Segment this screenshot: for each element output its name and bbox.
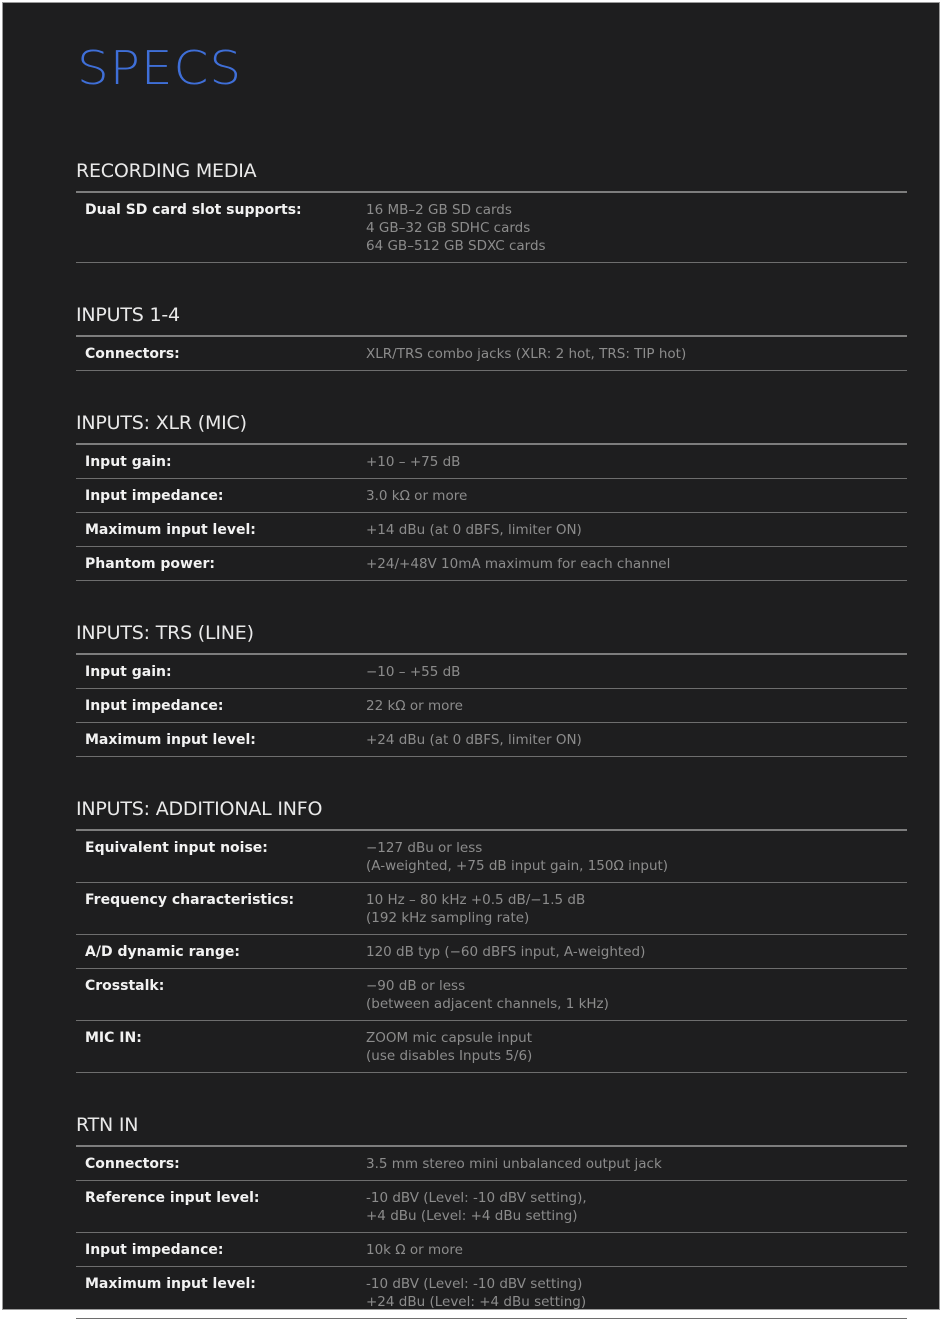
spec-label: A/D dynamic range: — [85, 944, 240, 960]
spec-section — [76, 151, 907, 263]
spec-row — [76, 831, 907, 883]
spec-label: Input impedance: — [85, 698, 224, 714]
spec-value — [366, 1029, 907, 1065]
spec-row — [76, 969, 907, 1021]
spec-label: Input gain: — [85, 664, 172, 680]
spec-value-line: (A-weighted, +75 dB input gain, 150Ω input) — [366, 858, 669, 874]
spec-value-line: 10k Ω or more — [366, 1242, 463, 1258]
spec-value-line: +24 dBu (at 0 dBFS, limiter ON) — [366, 732, 582, 748]
spec-value-line: 10 Hz – 80 kHz +0.5 dB/−1.5 dB — [366, 892, 586, 908]
spec-row — [76, 1021, 907, 1073]
spec-label: Connectors: — [85, 1156, 180, 1172]
spec-value — [366, 977, 907, 1013]
spec-label: Input impedance: — [85, 1242, 224, 1258]
specs-content — [76, 151, 907, 1319]
spec-value-line: +4 dBu (Level: +4 dBu setting) — [366, 1208, 578, 1224]
spec-value — [366, 697, 907, 715]
spec-row — [76, 1233, 907, 1267]
spec-row — [76, 1267, 907, 1319]
spec-row — [76, 689, 907, 723]
spec-value — [366, 1241, 907, 1259]
spec-value-line: −90 dB or less — [366, 978, 466, 994]
spec-value-line: (192 kHz sampling rate) — [366, 910, 530, 926]
page-title: SPECS — [77, 41, 243, 96]
spec-section — [76, 613, 907, 757]
spec-section — [76, 403, 907, 581]
spec-value-line: −127 dBu or less — [366, 840, 483, 856]
spec-section — [76, 789, 907, 1073]
spec-value-line: XLR/TRS combo jacks (XLR: 2 hot, TRS: TIP hot) — [366, 346, 687, 362]
spec-value-line: +14 dBu (at 0 dBFS, limiter ON) — [366, 522, 582, 538]
spec-value — [366, 521, 907, 539]
spec-row — [76, 1147, 907, 1181]
spec-label: MIC IN: — [85, 1030, 142, 1046]
spec-value — [366, 731, 907, 749]
spec-value — [366, 1155, 907, 1173]
spec-value-line: (between adjacent channels, 1 kHz) — [366, 996, 609, 1012]
spec-value-line: 4 GB–32 GB SDHC cards — [366, 220, 531, 236]
spec-row — [76, 723, 907, 757]
spec-section — [76, 1105, 907, 1319]
specs-page — [2, 2, 940, 1310]
spec-value-line: 16 MB–2 GB SD cards — [366, 202, 512, 218]
spec-value — [366, 1275, 907, 1311]
spec-value — [366, 487, 907, 505]
section-heading: INPUTS: ADDITIONAL INFO — [76, 789, 907, 831]
spec-label: Frequency characteristics: — [85, 892, 295, 908]
spec-label: Maximum input level: — [85, 1276, 256, 1292]
spec-row — [76, 655, 907, 689]
spec-value — [366, 943, 907, 961]
spec-value — [366, 453, 907, 471]
section-heading: RECORDING MEDIA — [76, 151, 907, 193]
spec-value-line: -10 dBV (Level: -10 dBV setting) — [366, 1276, 583, 1292]
spec-value-line: +24 dBu (Level: +4 dBu setting) — [366, 1294, 587, 1310]
spec-value-line: −10 – +55 dB — [366, 664, 461, 680]
spec-row — [76, 445, 907, 479]
spec-row — [76, 547, 907, 581]
spec-label: Dual SD card slot supports: — [85, 202, 302, 218]
spec-label: Connectors: — [85, 346, 180, 362]
spec-value-line: 3.5 mm stereo mini unbalanced output jack — [366, 1156, 662, 1172]
spec-value — [366, 555, 907, 573]
spec-label: Input impedance: — [85, 488, 224, 504]
spec-value — [366, 891, 907, 927]
spec-label: Reference input level: — [85, 1190, 260, 1206]
spec-value — [366, 1189, 907, 1225]
section-heading: RTN IN — [76, 1105, 907, 1147]
spec-section — [76, 295, 907, 371]
spec-row — [76, 935, 907, 969]
section-heading: INPUTS: XLR (MIC) — [76, 403, 907, 445]
section-heading: INPUTS: TRS (LINE) — [76, 613, 907, 655]
spec-value — [366, 839, 907, 875]
spec-value-line: 64 GB–512 GB SDXC cards — [366, 238, 546, 254]
section-heading: INPUTS 1-4 — [76, 295, 907, 337]
spec-label: Maximum input level: — [85, 732, 256, 748]
spec-label: Maximum input level: — [85, 522, 256, 538]
spec-label: Phantom power: — [85, 556, 215, 572]
spec-value — [366, 345, 907, 363]
spec-row — [76, 1181, 907, 1233]
spec-value — [366, 201, 907, 255]
spec-value-line: +24/+48V 10mA maximum for each channel — [366, 556, 671, 572]
spec-label: Input gain: — [85, 454, 172, 470]
spec-value-line: 120 dB typ (−60 dBFS input, A-weighted) — [366, 944, 646, 960]
spec-row — [76, 479, 907, 513]
spec-row — [76, 883, 907, 935]
spec-row — [76, 337, 907, 371]
spec-value-line: 3.0 kΩ or more — [366, 488, 468, 504]
spec-row — [76, 513, 907, 547]
spec-label: Equivalent input noise: — [85, 840, 268, 856]
spec-value — [366, 663, 907, 681]
spec-row — [76, 193, 907, 263]
spec-value-line: (use disables Inputs 5/6) — [366, 1048, 533, 1064]
spec-value-line: ZOOM mic capsule input — [366, 1030, 532, 1046]
spec-label: Crosstalk: — [85, 978, 165, 994]
spec-value-line: -10 dBV (Level: -10 dBV setting), — [366, 1190, 587, 1206]
spec-value-line: 22 kΩ or more — [366, 698, 463, 714]
spec-value-line: +10 – +75 dB — [366, 454, 461, 470]
